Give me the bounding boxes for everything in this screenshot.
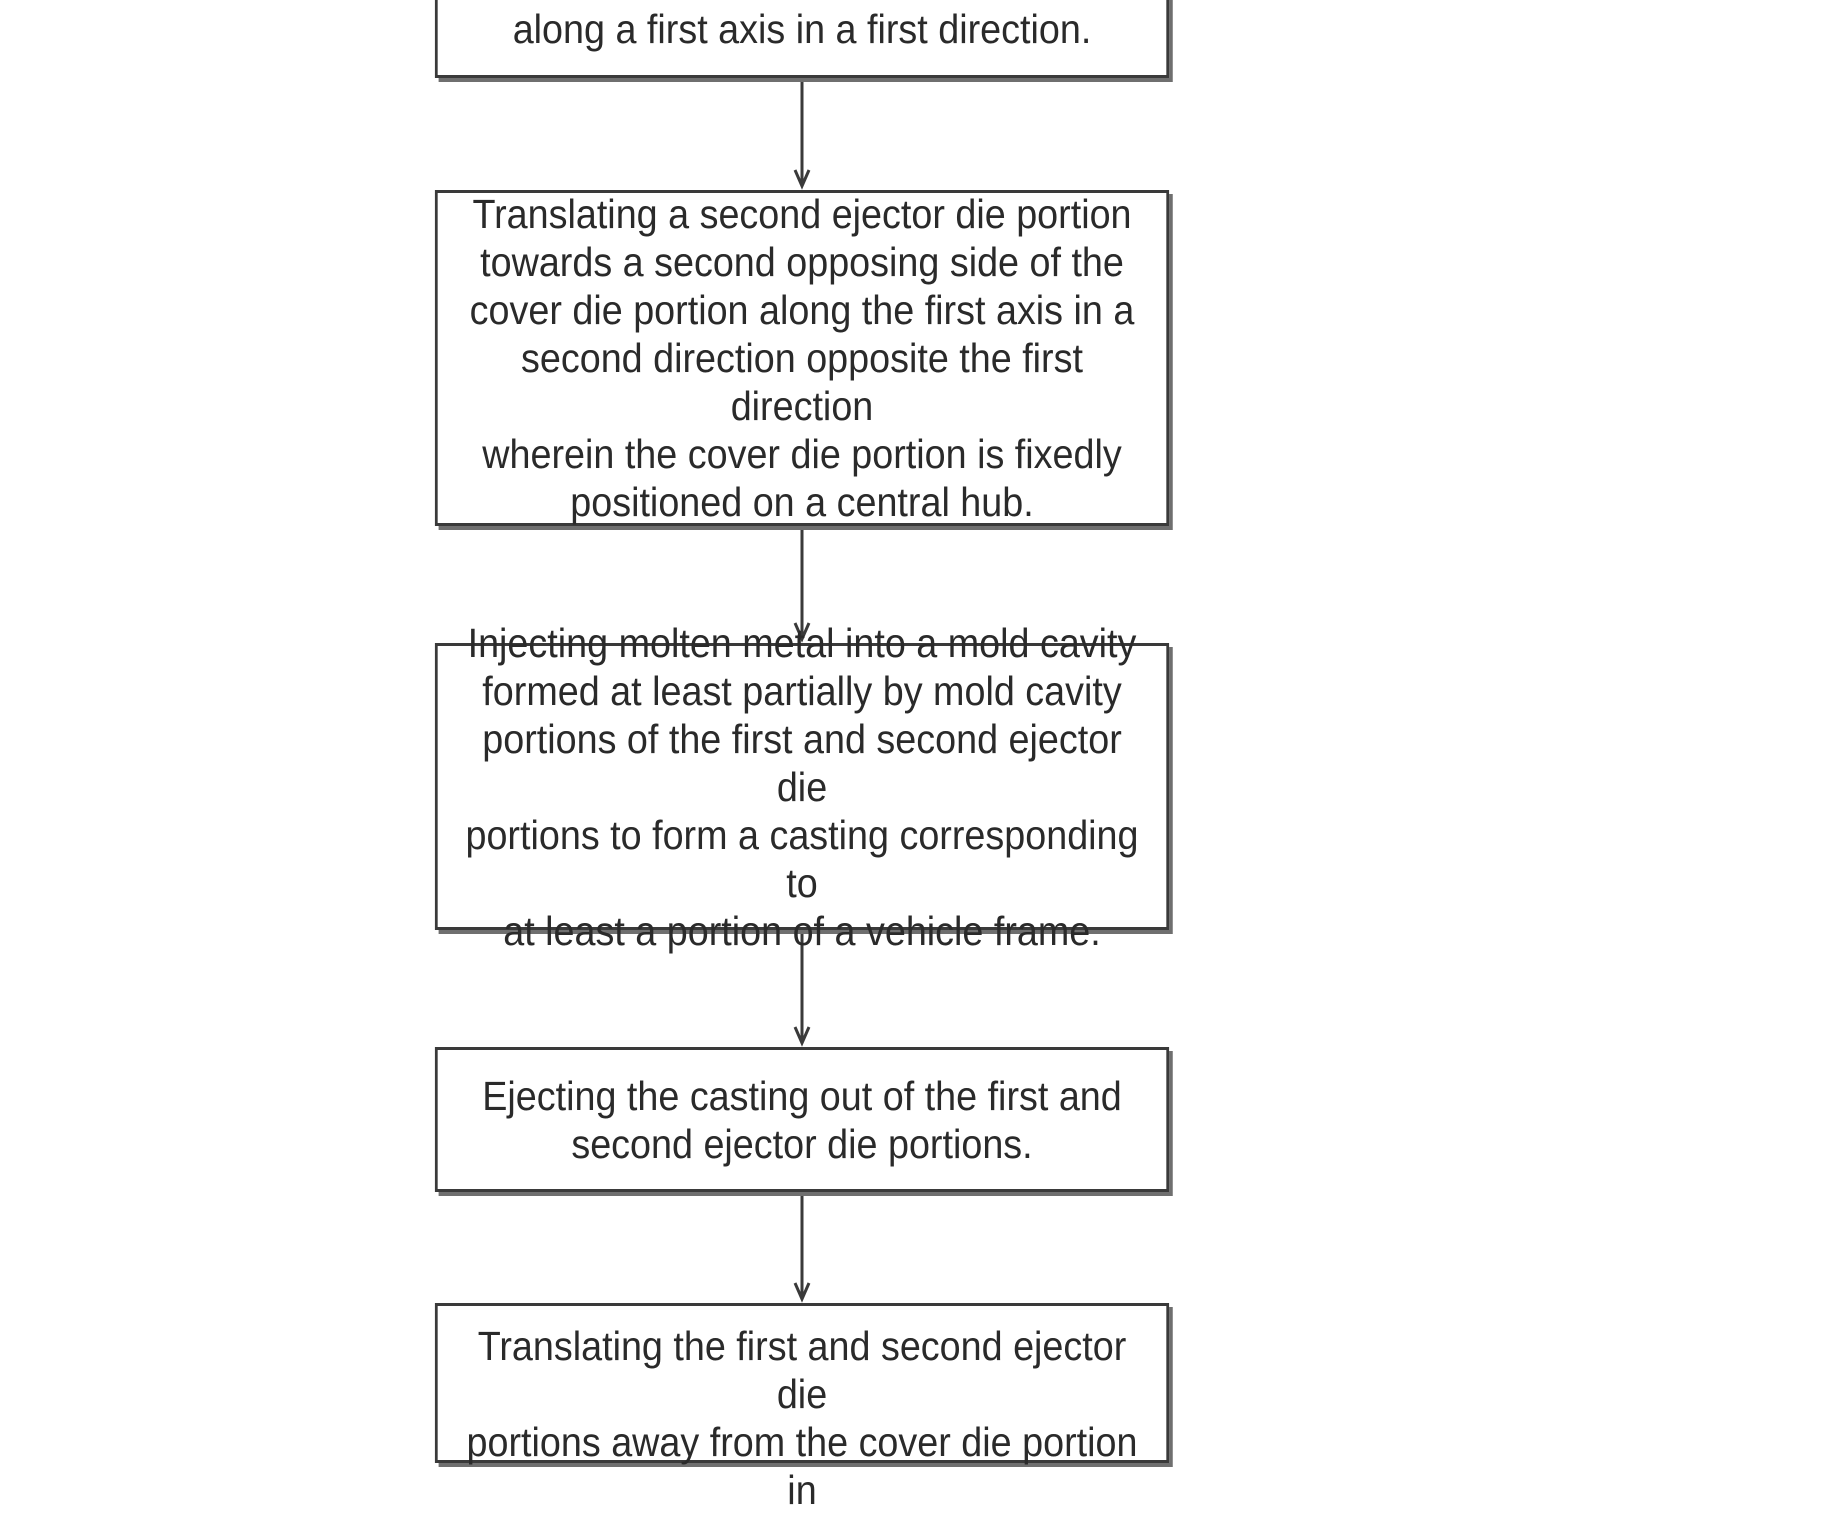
- step-text: Translating the first and second ejector die portions away from the cover die portion in: [466, 1323, 1138, 1513]
- step-text: Ejecting the casting out of the first and second ejector die portions.: [482, 1072, 1122, 1167]
- step-text: Injecting molten metal into a mold cavity formed at least partially by mold cavity portions of the first and second ejector die portions to form a casting corresponding to at least a portion of a vehicle frame.: [465, 619, 1139, 954]
- step-box-translate-first-ejector: [435, 0, 1169, 78]
- step-box-translate-second-ejector: [435, 190, 1169, 526]
- step-box-translate-away: [435, 1303, 1169, 1513]
- step-text: Translating a second ejector die portion towards a second opposing side of the cover die portion along the first axis in a second direction opposite the first direction wherein the cover die portion is fixedly positioned on a central hub.: [469, 191, 1135, 525]
- step-text: along a first axis in a first direction.: [512, 6, 1092, 52]
- arrow-4-to-5: [795, 1194, 809, 1299]
- step-box-eject-casting: [435, 1047, 1169, 1192]
- arrow-1-to-2: [795, 80, 809, 186]
- step-box-inject-molten-metal: [435, 619, 1169, 954]
